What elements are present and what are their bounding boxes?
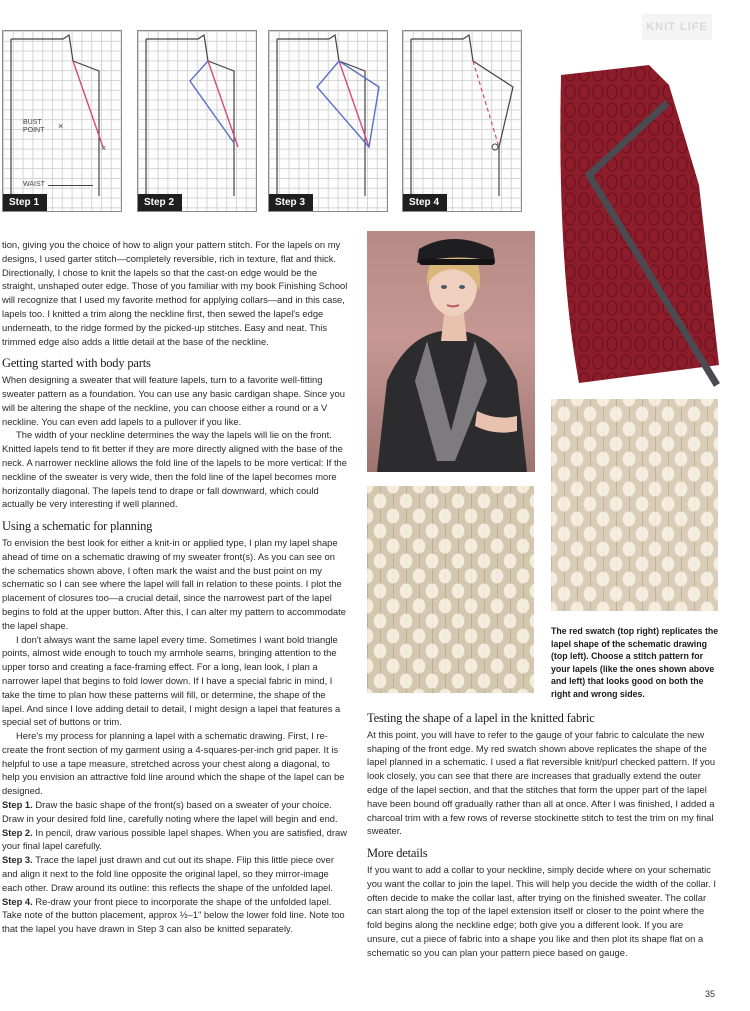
step-item-3-text: Trace the lapel just drawn and cut out its shape. Flip this little piece over and align it next to the fold line opposite the original lapel, so they mirror-image each other. Draw around its outline: this reflects the shape of the unfolded lapel.: [2, 854, 334, 893]
step-item-3: [2, 853, 350, 894]
step-item-4-label: Step 4.: [2, 895, 33, 907]
photo-caption: The red swatch (top right) replicates the lapel shape of the schematic drawing (top left). Choose a stitch pattern for your lapels (like the ones shown above and left) that looks good on both the right and wrong sides.: [551, 626, 719, 699]
step-item-2-label: Step 2.: [2, 826, 33, 838]
step-item-2-text: In pencil, draw various possible lapel shapes. When you are satisfied, draw your final lapel carefully.: [2, 826, 347, 852]
model-photo: [367, 231, 535, 472]
schematic-p3: Here's my process for planning a lapel with a schematic drawing. First, I re-create the front section of my garment using a 4-squares-per-inch grid paper. It is helpful to use a tape measure, stretched across your chest along a diagonal, to help you envision an attractive fold line around which the shape of the lapel can be designed.: [2, 730, 345, 797]
section-tab: KNIT LIFE: [642, 14, 712, 40]
page-number: 35: [705, 989, 716, 999]
more-details-p1: If you want to add a collar to your neckline, simply decide where on your schematic you want the collar to join the lapel. This will help you decide the width of the collar. I often decide to make the collar last, after trying on the finished sweater. The collar can start along the top of the lapel extension itself or closer to the point where the fold begins along the neckline edge; both give you a different look. If you are unsure, cut a piece of fabric into a shape you like and then plot its shape flat on a schematic so you can plan your pattern piece based on gauge.: [367, 863, 716, 958]
step-item-1-text: Draw the basic shape of the front(s) based on a sweater of your choice. Draw in your desired fold line, carefully noting where the lapel will begin and end.: [2, 799, 338, 824]
step-item-4: [2, 895, 350, 936]
right-column: [367, 712, 717, 960]
heading-testing: Testing the shape of a lapel in the knitted fabric: [367, 711, 595, 725]
waist-line: [48, 185, 93, 186]
step-1-label: Step 1: [3, 194, 47, 211]
schematic-step-2: [137, 30, 257, 212]
svg-text:×: ×: [101, 143, 107, 153]
step-4-label: Step 4: [403, 194, 447, 211]
heading-schematic: Using a schematic for planning: [2, 519, 153, 534]
schematic-step-4: [402, 30, 522, 212]
svg-text:×: ×: [58, 121, 64, 131]
body-parts-p1: When designing a sweater that will feature lapels, turn to a favorite well-fitting sweater pattern as a foundation. You can use any basic cardigan shape. Since you will be altering the shape of the neckline, you can choose either a round or a V neckline. You can even add lapels to a pullover if you like.: [2, 374, 345, 427]
testing-p1: At this point, you will have to refer to the gauge of your fabric to calculate the new shaping of the front edge. My red swatch shown above replicates the shape of the lapel planned in a schematic. I used a flat reversible knit/purl checked pattern. If you look closely, you can see that there are increases that gradually extend the outer edge of the lapel section, and that the stitches that form the upper part of the lapel have been bound off gradually rather than all at once. After I was finished, I added a charcoal trim with a few rows of reverse stockinette stitch to test the trim on my final sweater.: [367, 728, 716, 837]
step-item-2: [2, 826, 350, 854]
heading-body-parts: Getting started with body parts: [2, 356, 151, 371]
bust-point-label: BUST POINT: [23, 119, 45, 134]
waist-label: WAIST: [23, 181, 45, 188]
step-2-label: Step 2: [138, 194, 182, 211]
schematic-step-1: [2, 30, 122, 212]
schematic-p2: I don't always want the same lapel every time. Sometimes I want bold triangle points, almost wide enough to touch my armhole seams, bringing attention to the upper torso and creating a face-framing effect. For a long, lean look, I plan a narrower lapel that begins to fold lower down. If I have a special fabric in mind, I take the time to plan how these patterns will fill, or determine, the shape of the lapel. And since I love adding detail to detail, I might design a lapel that features a special set of buttons or trim.: [2, 633, 341, 728]
red-swatch-photo: [549, 65, 729, 387]
left-column: [2, 238, 350, 936]
body-parts-p2: The width of your neckline determines the way the lapels will lie on the front. Knitted lapels tend to fit better if they are more directly aligned with the base of the neck. A narrower neckline allows the fold line of the lapels to be more vertical: If the neckline of the sweater is very wide, then the fold line of the lapel becomes more horizontally diagonal. The lapels tend to drape or fall downward, which could actually be very interesting if well planned.: [2, 429, 347, 510]
cream-swatch-photo-left: [367, 486, 534, 693]
cream-swatch-photo-right: [551, 399, 718, 611]
schematic-step-3: [268, 30, 388, 212]
intro-paragraph: tion, giving you the choice of how to align your pattern stitch. For the lapels on my designs, I used garter stitch—completely reversible, rich in texture, flat and thick. Directionally, I chose to knit the lapels so that the cast-on edge would be the straight, unshaped outer edge. Those of you familiar with my book Finishing School will recognize that I used my favorite method for applying collars—and in this case, lapels too. I knitted a trim along the neckline first, then sewed the lapel's edge underneath, to the ridge formed by the picked-up stitches. Easy and neat. This trimmed edge also adds a little detail at the base of the neckline.: [2, 239, 348, 347]
heading-more-details: More details: [367, 846, 428, 861]
step-item-4-text: Re-draw your front piece to incorporate the shape of the unfolded lapel. Take note of the button placement, approx ½–1" below the lower fold line. Note too that the lapel you have drawn in Step 3 can also be knitted separately.: [2, 895, 345, 935]
schematic-p1: To envision the best look for either a knit-in or applied type, I plan my lapel shape ahead of time on a schematic drawing of my sweater front(s). As you can see on the schematics shown above, I often mark the waist and the bust point on my schematic so I can see where the lapel will fall in relation to these points. I plot the placement of closures too—a crucial detail, since the narrowest part of the lapel begins to fold at the upper button. After this, I can alter my pattern to accommodate the lapel shape.: [2, 536, 346, 631]
step-3-label: Step 3: [269, 194, 313, 211]
step-item-1: [2, 798, 350, 826]
step-item-1-label: Step 1.: [2, 799, 33, 811]
step-item-3-label: Step 3.: [2, 854, 33, 866]
